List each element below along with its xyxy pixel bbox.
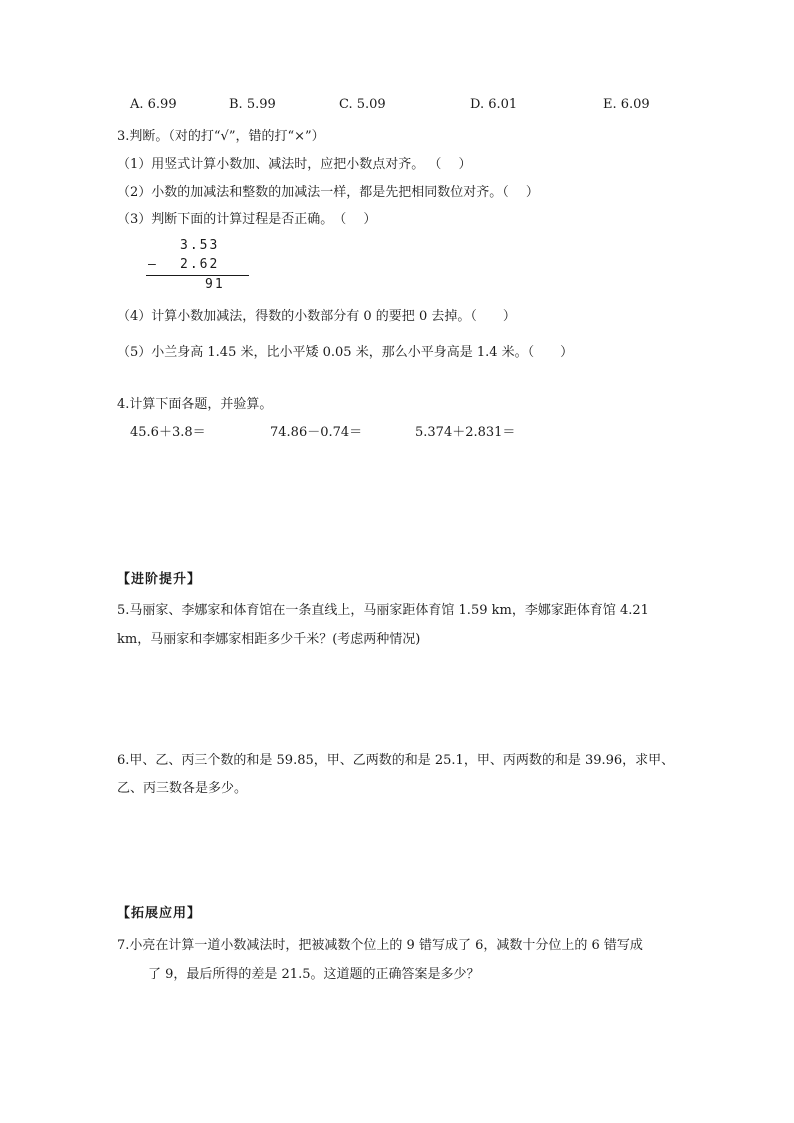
q3-title: 3.判断。（对的打“√”，错的打“×”） [117, 129, 325, 144]
calc-subtrahend: 2.62 [180, 257, 220, 272]
q3-item-3: （3）判断下面的计算过程是否正确。 （ ） [117, 212, 377, 227]
option-c: C. 5.09 [339, 97, 386, 112]
q3-item-4: （4）计算小数加减法，得数的小数部分有 0 的要把 0 去掉。（ ） [117, 309, 516, 324]
q4-title: 4.计算下面各题，并验算。 [117, 397, 273, 412]
calc-minuend: 3.53 [180, 238, 220, 253]
section-heading-advanced: 【进阶提升】 [117, 572, 202, 587]
q5-line-1: 5.马丽家、李娜家和体育馆在一条直线上，马丽家距体育馆 1.59 km，李娜家距体育馆 4.21 [117, 603, 649, 618]
calc-result: 91 [205, 277, 225, 292]
calc-operator: — [148, 257, 156, 272]
q4-expr-3: 5.374＋2.831＝ [415, 425, 516, 440]
calc-rule [146, 275, 249, 276]
q7-line-1: 7.小亮在计算一道小数减法时，把被减数个位上的 9 错写成了 6，减数十分位上的 6 错写成 [117, 938, 643, 953]
q6-line-1: 6.甲、乙、丙三个数的和是 59.85，甲、乙两数的和是 25.1，甲、丙两数的和是 39.96，求甲、 [117, 753, 675, 768]
option-e: E. 6.09 [603, 97, 650, 112]
q4-expr-2: 74.86－0.74＝ [270, 425, 363, 440]
q6-line-2: 乙、丙三数各是多少。 [117, 781, 248, 796]
q5-line-2: km，马丽家和李娜家相距多少千米？(考虑两种情况) [117, 632, 421, 647]
section-heading-extension: 【拓展应用】 [117, 906, 202, 921]
option-a: A. 6.99 [130, 97, 177, 112]
q3-item-1: （1）用竖式计算小数加、减法时，应把小数点对齐。 （ ） [117, 157, 472, 172]
q3-item-2: （2）小数的加减法和整数的加减法一样，都是先把相同数位对齐。（ ） [117, 185, 539, 200]
q7-line-2: 了 9，最后所得的差是 21.5。这道题的正确答案是多少？ [148, 967, 480, 982]
option-b: B. 5.99 [229, 97, 276, 112]
option-d: D. 6.01 [470, 97, 518, 112]
q3-item-5: （5）小兰身高 1.45 米，比小平矮 0.05 米，那么小平身高是 1.4 米。（ ） [117, 345, 574, 360]
q4-expr-1: 45.6＋3.8＝ [130, 425, 206, 440]
